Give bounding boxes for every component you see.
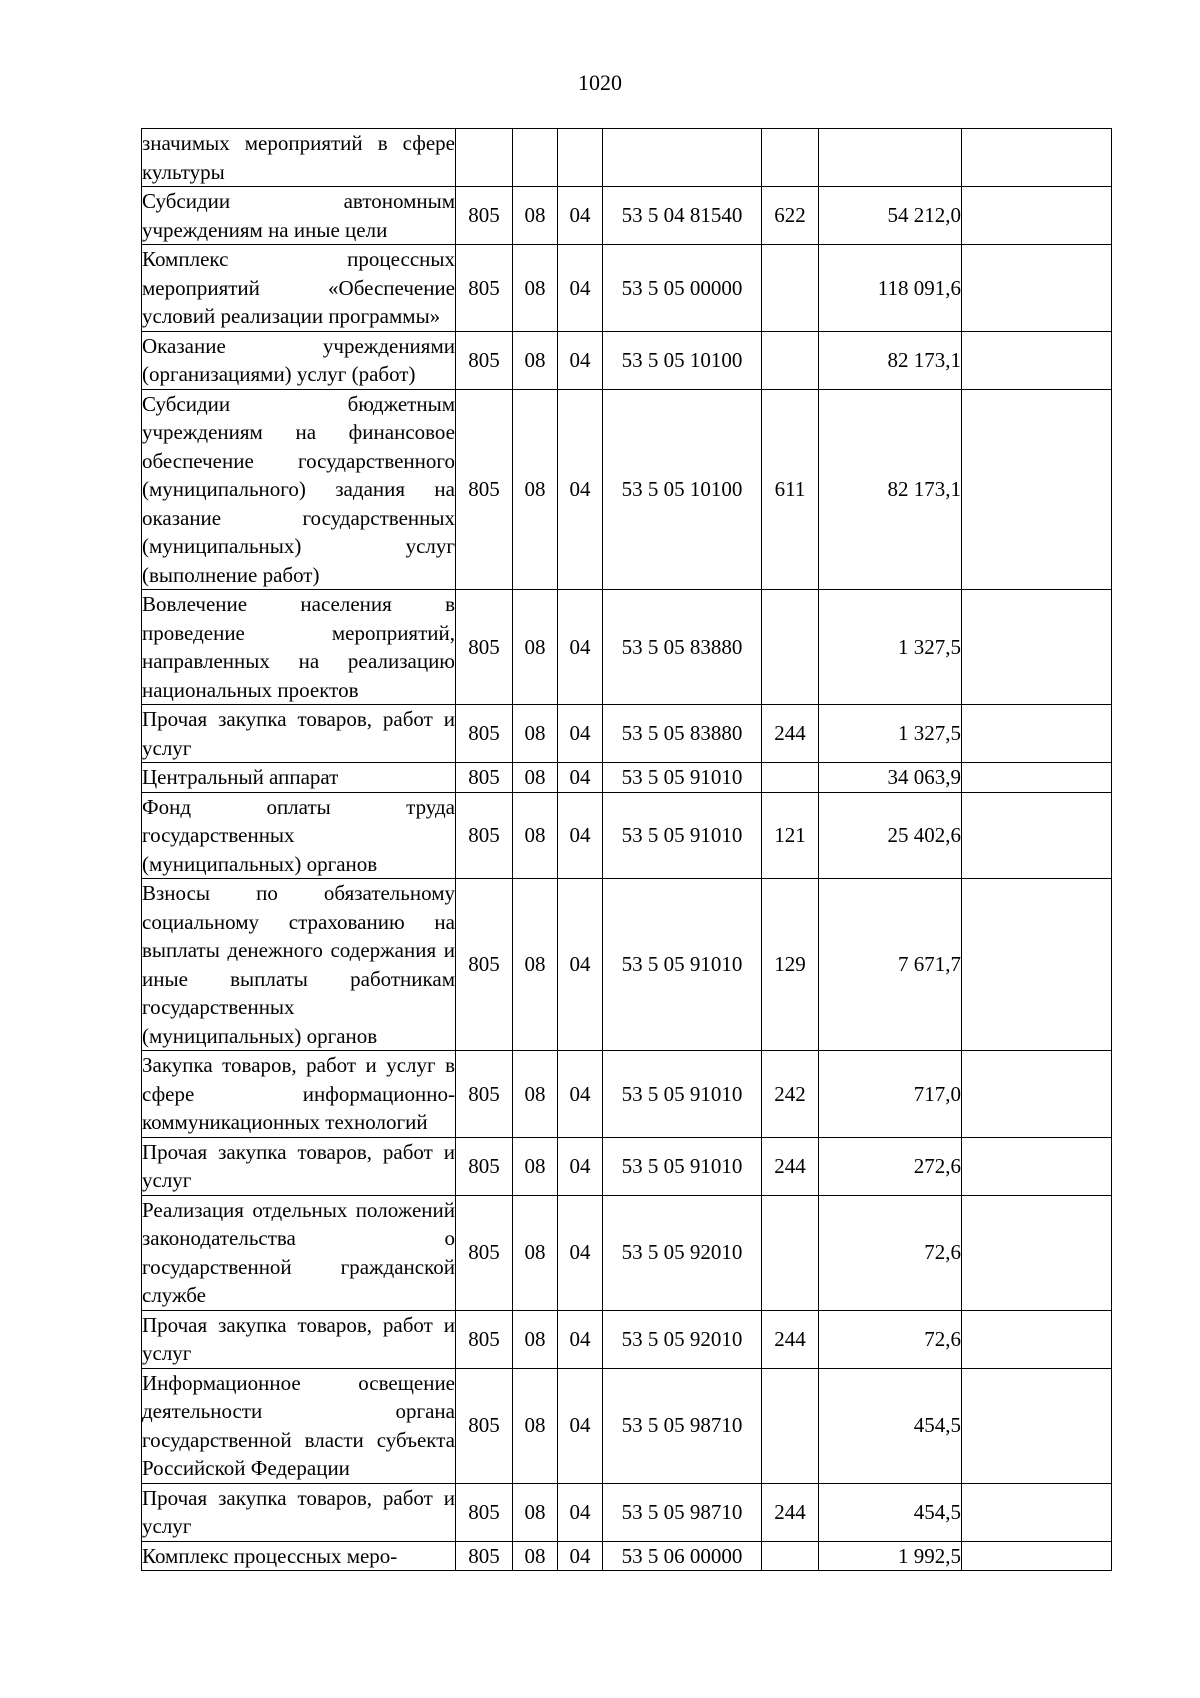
section-code-cell: 08 bbox=[513, 245, 558, 332]
section-code-cell: 08 bbox=[513, 1051, 558, 1138]
amount-cell: 82 173,1 bbox=[819, 389, 962, 590]
extra-cell bbox=[962, 1051, 1112, 1138]
extra-cell bbox=[962, 187, 1112, 245]
subsection-code-cell bbox=[558, 129, 603, 187]
subsection-code-cell: 04 bbox=[558, 879, 603, 1051]
target-article-cell: 53 5 05 98710 bbox=[603, 1483, 762, 1541]
row-name-cell: Информационное освещение деятельности органа государственной власти субъекта Российской Федерации bbox=[142, 1368, 456, 1483]
subsection-code-cell: 04 bbox=[558, 1483, 603, 1541]
grbs-code-cell: 805 bbox=[456, 705, 513, 763]
target-article-cell: 53 5 05 91010 bbox=[603, 763, 762, 793]
extra-cell bbox=[962, 331, 1112, 389]
row-name-cell: Закупка товаров, работ и услуг в сфере информационно-коммуникационных технологий bbox=[142, 1051, 456, 1138]
grbs-code-cell: 805 bbox=[456, 331, 513, 389]
amount-cell: 34 063,9 bbox=[819, 763, 962, 793]
amount-cell: 82 173,1 bbox=[819, 331, 962, 389]
amount-cell: 454,5 bbox=[819, 1368, 962, 1483]
amount-cell: 118 091,6 bbox=[819, 245, 962, 332]
grbs-code-cell: 805 bbox=[456, 187, 513, 245]
grbs-code-cell: 805 bbox=[456, 1541, 513, 1571]
expense-type-cell: 244 bbox=[762, 1137, 819, 1195]
row-name-cell: Субсидии автономным учреждениям на иные цели bbox=[142, 187, 456, 245]
extra-cell bbox=[962, 245, 1112, 332]
section-code-cell: 08 bbox=[513, 1368, 558, 1483]
target-article-cell: 53 5 06 00000 bbox=[603, 1541, 762, 1571]
expense-type-cell bbox=[762, 1195, 819, 1310]
grbs-code-cell: 805 bbox=[456, 792, 513, 879]
row-name-cell: Центральный аппарат bbox=[142, 763, 456, 793]
amount-cell: 1 327,5 bbox=[819, 590, 962, 705]
amount-cell: 72,6 bbox=[819, 1195, 962, 1310]
table-row bbox=[142, 1483, 1112, 1541]
target-article-cell bbox=[603, 129, 762, 187]
section-code-cell: 08 bbox=[513, 187, 558, 245]
amount-cell: 72,6 bbox=[819, 1310, 962, 1368]
table-row bbox=[142, 1541, 1112, 1571]
row-name-cell: Комплекс процессных мероприятий «Обеспечение условий реализации программы» bbox=[142, 245, 456, 332]
extra-cell bbox=[962, 1310, 1112, 1368]
row-name-cell: Прочая закупка товаров, работ и услуг bbox=[142, 705, 456, 763]
subsection-code-cell: 04 bbox=[558, 1310, 603, 1368]
section-code-cell: 08 bbox=[513, 1483, 558, 1541]
subsection-code-cell: 04 bbox=[558, 1137, 603, 1195]
extra-cell bbox=[962, 389, 1112, 590]
grbs-code-cell: 805 bbox=[456, 245, 513, 332]
expense-type-cell bbox=[762, 763, 819, 793]
target-article-cell: 53 5 05 83880 bbox=[603, 590, 762, 705]
expense-type-cell bbox=[762, 331, 819, 389]
expense-type-cell bbox=[762, 1541, 819, 1571]
extra-cell bbox=[962, 763, 1112, 793]
row-name-cell: Взносы по обязательному социальному страхованию на выплаты денежного содержания и иные выплаты работникам государственных (муниципальных) органов bbox=[142, 879, 456, 1051]
grbs-code-cell: 805 bbox=[456, 1137, 513, 1195]
section-code-cell: 08 bbox=[513, 389, 558, 590]
extra-cell bbox=[962, 1541, 1112, 1571]
grbs-code-cell: 805 bbox=[456, 1310, 513, 1368]
subsection-code-cell: 04 bbox=[558, 590, 603, 705]
table-row bbox=[142, 1051, 1112, 1138]
table-row bbox=[142, 331, 1112, 389]
section-code-cell: 08 bbox=[513, 1310, 558, 1368]
row-name-cell: Вовлечение населения в проведение мероприятий, направленных на реализацию национальных проектов bbox=[142, 590, 456, 705]
grbs-code-cell: 805 bbox=[456, 879, 513, 1051]
grbs-code-cell: 805 bbox=[456, 1195, 513, 1310]
extra-cell bbox=[962, 1137, 1112, 1195]
budget-table bbox=[141, 128, 1112, 1571]
amount-cell: 454,5 bbox=[819, 1483, 962, 1541]
expense-type-cell bbox=[762, 590, 819, 705]
row-name-cell: Прочая закупка товаров, работ и услуг bbox=[142, 1483, 456, 1541]
grbs-code-cell: 805 bbox=[456, 763, 513, 793]
grbs-code-cell: 805 bbox=[456, 590, 513, 705]
row-name-cell: значимых мероприятий в сфере культуры bbox=[142, 129, 456, 187]
subsection-code-cell: 04 bbox=[558, 1195, 603, 1310]
table-row bbox=[142, 879, 1112, 1051]
expense-type-cell: 244 bbox=[762, 1310, 819, 1368]
table-row bbox=[142, 245, 1112, 332]
subsection-code-cell: 04 bbox=[558, 792, 603, 879]
page-number: 1020 bbox=[578, 70, 622, 95]
target-article-cell: 53 5 05 10100 bbox=[603, 331, 762, 389]
table-row bbox=[142, 1195, 1112, 1310]
row-name-cell: Комплекс процессных меро- bbox=[142, 1541, 456, 1571]
table-row bbox=[142, 763, 1112, 793]
section-code-cell: 08 bbox=[513, 763, 558, 793]
extra-cell bbox=[962, 590, 1112, 705]
subsection-code-cell: 04 bbox=[558, 245, 603, 332]
amount-cell: 1 327,5 bbox=[819, 705, 962, 763]
subsection-code-cell: 04 bbox=[558, 763, 603, 793]
target-article-cell: 53 5 05 92010 bbox=[603, 1195, 762, 1310]
row-name-cell: Реализация отдельных положений законодательства о государственной гражданской службе bbox=[142, 1195, 456, 1310]
target-article-cell: 53 5 05 00000 bbox=[603, 245, 762, 332]
expense-type-cell bbox=[762, 245, 819, 332]
grbs-code-cell bbox=[456, 129, 513, 187]
grbs-code-cell: 805 bbox=[456, 389, 513, 590]
row-name-cell: Оказание учреждениями (организациями) услуг (работ) bbox=[142, 331, 456, 389]
section-code-cell: 08 bbox=[513, 1541, 558, 1571]
amount-cell: 54 212,0 bbox=[819, 187, 962, 245]
grbs-code-cell: 805 bbox=[456, 1483, 513, 1541]
target-article-cell: 53 5 05 91010 bbox=[603, 1051, 762, 1138]
expense-type-cell: 242 bbox=[762, 1051, 819, 1138]
table-row bbox=[142, 590, 1112, 705]
section-code-cell: 08 bbox=[513, 1137, 558, 1195]
subsection-code-cell: 04 bbox=[558, 187, 603, 245]
subsection-code-cell: 04 bbox=[558, 331, 603, 389]
subsection-code-cell: 04 bbox=[558, 1051, 603, 1138]
target-article-cell: 53 5 04 81540 bbox=[603, 187, 762, 245]
expense-type-cell: 121 bbox=[762, 792, 819, 879]
table-row bbox=[142, 1368, 1112, 1483]
expense-type-cell: 244 bbox=[762, 705, 819, 763]
extra-cell bbox=[962, 1483, 1112, 1541]
target-article-cell: 53 5 05 98710 bbox=[603, 1368, 762, 1483]
target-article-cell: 53 5 05 91010 bbox=[603, 1137, 762, 1195]
section-code-cell: 08 bbox=[513, 331, 558, 389]
expense-type-cell bbox=[762, 129, 819, 187]
section-code-cell: 08 bbox=[513, 792, 558, 879]
section-code-cell bbox=[513, 129, 558, 187]
expense-type-cell: 244 bbox=[762, 1483, 819, 1541]
target-article-cell: 53 5 05 91010 bbox=[603, 792, 762, 879]
table-row bbox=[142, 705, 1112, 763]
table-body bbox=[142, 129, 1112, 1571]
section-code-cell: 08 bbox=[513, 879, 558, 1051]
amount-cell bbox=[819, 129, 962, 187]
target-article-cell: 53 5 05 10100 bbox=[603, 389, 762, 590]
amount-cell: 25 402,6 bbox=[819, 792, 962, 879]
amount-cell: 272,6 bbox=[819, 1137, 962, 1195]
row-name-cell: Прочая закупка товаров, работ и услуг bbox=[142, 1310, 456, 1368]
extra-cell bbox=[962, 879, 1112, 1051]
subsection-code-cell: 04 bbox=[558, 705, 603, 763]
grbs-code-cell: 805 bbox=[456, 1368, 513, 1483]
grbs-code-cell: 805 bbox=[456, 1051, 513, 1138]
extra-cell bbox=[962, 705, 1112, 763]
target-article-cell: 53 5 05 91010 bbox=[603, 879, 762, 1051]
subsection-code-cell: 04 bbox=[558, 389, 603, 590]
subsection-code-cell: 04 bbox=[558, 1368, 603, 1483]
extra-cell bbox=[962, 129, 1112, 187]
table-row bbox=[142, 1310, 1112, 1368]
extra-cell bbox=[962, 1195, 1112, 1310]
row-name-cell: Прочая закупка товаров, работ и услуг bbox=[142, 1137, 456, 1195]
section-code-cell: 08 bbox=[513, 1195, 558, 1310]
section-code-cell: 08 bbox=[513, 705, 558, 763]
table-row bbox=[142, 792, 1112, 879]
table-row bbox=[142, 187, 1112, 245]
amount-cell: 1 992,5 bbox=[819, 1541, 962, 1571]
expense-type-cell: 611 bbox=[762, 389, 819, 590]
target-article-cell: 53 5 05 83880 bbox=[603, 705, 762, 763]
table-row bbox=[142, 129, 1112, 187]
extra-cell bbox=[962, 1368, 1112, 1483]
table-row bbox=[142, 1137, 1112, 1195]
subsection-code-cell: 04 bbox=[558, 1541, 603, 1571]
row-name-cell: Субсидии бюджетным учреждениям на финансовое обеспечение государственного (муниципального) задания на оказание государственных (муниципальных) услуг (выполнение работ) bbox=[142, 389, 456, 590]
row-name-cell: Фонд оплаты труда государственных (муниципальных) органов bbox=[142, 792, 456, 879]
expense-type-cell: 129 bbox=[762, 879, 819, 1051]
table-row bbox=[142, 389, 1112, 590]
expense-type-cell bbox=[762, 1368, 819, 1483]
amount-cell: 7 671,7 bbox=[819, 879, 962, 1051]
expense-type-cell: 622 bbox=[762, 187, 819, 245]
target-article-cell: 53 5 05 92010 bbox=[603, 1310, 762, 1368]
amount-cell: 717,0 bbox=[819, 1051, 962, 1138]
extra-cell bbox=[962, 792, 1112, 879]
section-code-cell: 08 bbox=[513, 590, 558, 705]
